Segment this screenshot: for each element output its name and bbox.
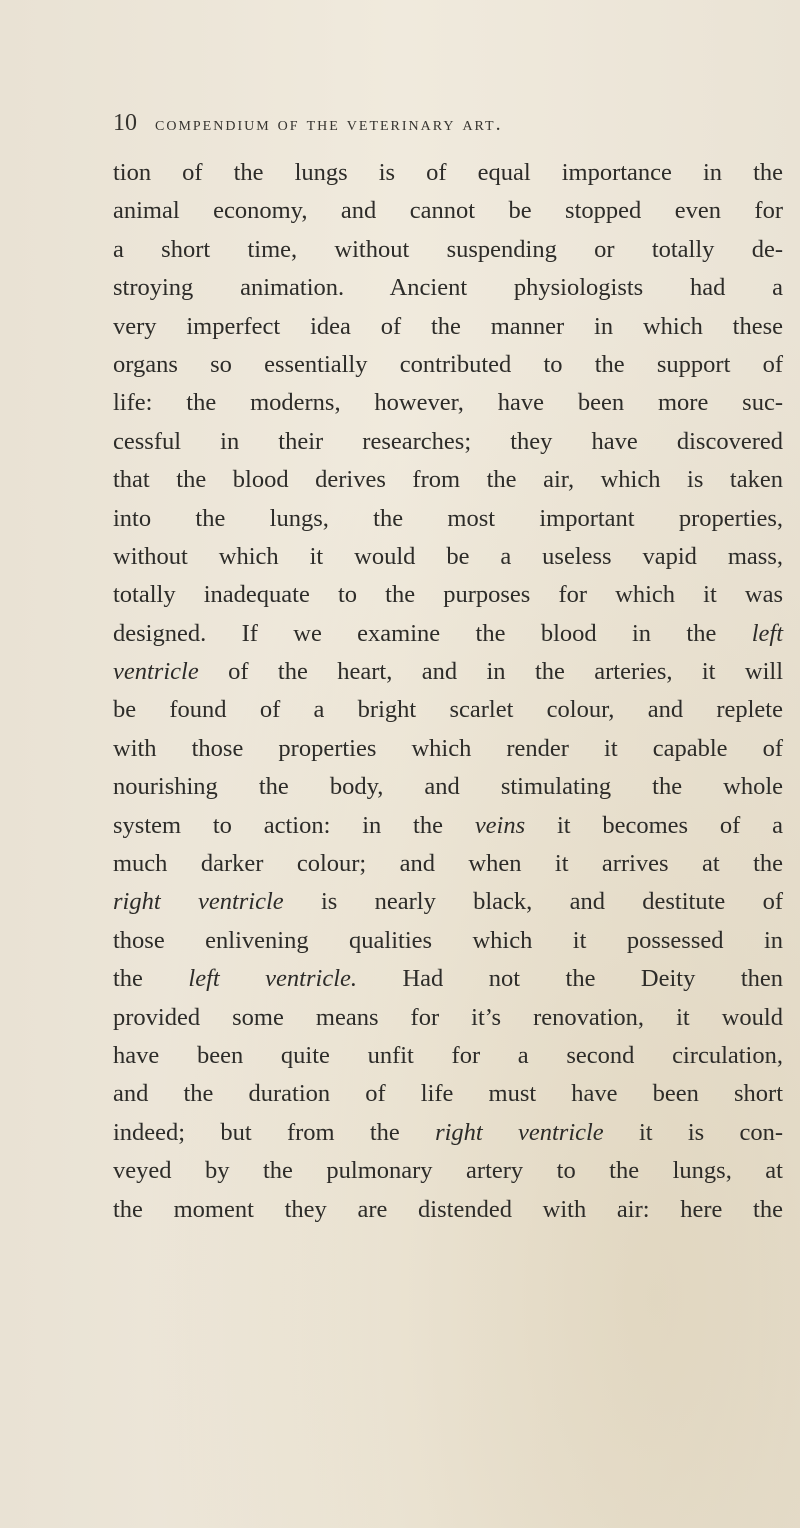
text-line (113, 538, 783, 576)
text-line (113, 1037, 783, 1075)
text-line (113, 960, 783, 998)
text-line (113, 384, 783, 422)
text-line (113, 845, 783, 883)
text-line (113, 308, 783, 346)
italic-text: right ventricle (435, 1118, 604, 1146)
text-segment: it becomes of a (525, 811, 783, 839)
text-line (113, 999, 783, 1037)
text-line (113, 461, 783, 499)
text-line (113, 883, 783, 921)
text-line (113, 653, 783, 691)
text-line (113, 231, 783, 269)
text-line (113, 807, 783, 845)
text-segment: have been quite unfit for a second circulation, (113, 1041, 783, 1069)
text-line (113, 691, 783, 729)
text-segment: indeed; but from the (113, 1118, 436, 1146)
italic-text: left ventricle. (188, 965, 357, 993)
text-segment: animal economy, and cannot be stopped even for (113, 197, 783, 225)
italic-text: left (751, 619, 783, 647)
text-segment: it is con- (603, 1118, 783, 1146)
text-segment: into the lungs, the most important properties, (113, 504, 783, 532)
text-segment: the moment they are distended with air: here the (113, 1195, 783, 1223)
text-segment: those enlivening qualities which it possessed in (113, 926, 783, 954)
text-line (113, 1191, 783, 1229)
italic-text: ventricle (113, 658, 199, 686)
text-line (113, 154, 783, 192)
text-segment: provided some means for it’s renovation, it would (113, 1003, 783, 1031)
text-segment: a short time, without suspending or totally de- (113, 235, 783, 263)
text-segment: of the heart, and in the arteries, it will (198, 658, 783, 686)
text-line (113, 1114, 783, 1152)
text-line (113, 423, 783, 461)
text-segment: organs so essentially contributed to the support of (113, 350, 783, 378)
text-segment: is nearly black, and destitute of (283, 888, 783, 916)
text-segment: very imperfect idea of the manner in which these (113, 312, 783, 340)
italic-text: right ventricle (113, 888, 284, 916)
text-segment: that the blood derives from the air, which is taken (113, 466, 783, 494)
text-segment: life: the moderns, however, have been more suc- (113, 389, 783, 417)
text-line (113, 192, 783, 230)
text-line (113, 269, 783, 307)
text-line (113, 500, 783, 538)
text-segment: much darker colour; and when it arrives at the (113, 850, 783, 878)
text-segment: tion of the lungs is of equal importance in the (113, 159, 783, 186)
text-line (113, 730, 783, 768)
text-line (113, 1152, 783, 1190)
text-segment: without which it would be a useless vapid mass, (113, 542, 783, 570)
text-line (113, 922, 783, 960)
italic-text: veins (474, 811, 526, 839)
text-segment: designed. If we examine the blood in the (113, 619, 752, 647)
text-line (113, 1075, 783, 1113)
running-head (113, 110, 673, 137)
text-segment: Had not the Deity then (357, 965, 784, 993)
text-segment: with those properties which render it capable of (113, 734, 783, 762)
running-title: compendium of the veterinary art. (155, 113, 503, 135)
text-segment: nourishing the body, and stimulating the whole (113, 773, 783, 801)
text-line (113, 576, 783, 614)
text-segment: cessful in their researches; they have discovered (113, 427, 783, 455)
text-segment: the (113, 965, 189, 993)
text-line (113, 768, 783, 806)
text-segment: veyed by the pulmonary artery to the lungs, at (113, 1157, 783, 1185)
text-line (113, 615, 783, 653)
text-segment: system to action: in the (113, 811, 475, 839)
text-segment: stroying animation. Ancient physiologists had a (113, 274, 783, 302)
text-line (113, 346, 783, 384)
text-segment: and the duration of life must have been short (113, 1080, 783, 1108)
text-segment: be found of a bright scarlet colour, and replete (113, 696, 783, 724)
body-text (113, 154, 783, 1229)
text-segment: totally inadequate to the purposes for which it was (113, 581, 783, 609)
page-number: 10 (113, 110, 137, 136)
